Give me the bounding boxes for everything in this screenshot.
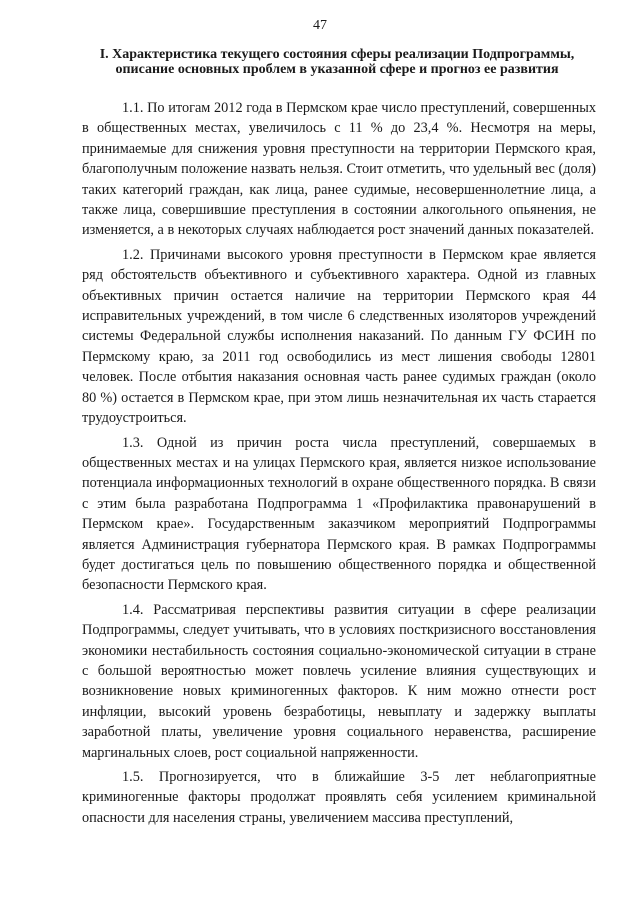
paragraph-1-2: 1.2. Причинами высокого уровня преступности в Пермском крае является ряд обстоятельств объективного и субъективного характера. Одной из главных объективных причин остается наличие на территории Пермского края 44 исправительных учреждений, в том числе 6 следственных изоляторов учреждений системы Федеральной службы исполнения наказаний. По данным ГУ ФСИН по Пермскому краю, за 2011 год освободились из мест лишения свободы 12801 человек. После отбытия наказания основная часть ранее судимых граждан (около 80 %) остается в Пермском крае, при этом лишь незначительная их часть старается трудоустроиться. <box>82 246 596 427</box>
section-heading-line-2: описание основных проблем в указанной сфере и прогноз ее развития <box>115 62 559 77</box>
section-heading <box>82 47 592 77</box>
paragraph-1-4: 1.4. Рассматривая перспективы развития ситуации в сфере реализации Подпрограммы, следует учитывать, что в условиях посткризисного восстановления экономики нестабильность состояния социально-экономической ситуации в стране с большой вероятностью может повлечь усиление влияния существующих и возникновение новых криминогенных факторов. К ним можно отнести рост инфляции, высокий уровень безработицы, невыплату и задержку выплаты заработной платы, увеличение уровня социального неравенства, расширение маргинальных слоев, рост социальной напряженности. <box>82 601 596 761</box>
paragraph-1-1: 1.1. По итогам 2012 года в Пермском крае число преступлений, совершенных в общественных местах, увеличилось с 11 % до 23,4 %. Несмотря на меры, принимаемые для снижения уровня преступности на территории Пермского края, благополучным положение назвать нельзя. Стоит отметить, что удельный вес (доля) таких категорий граждан, как лица, ранее судимые, несовершеннолетние лица, а также лица, совершившие преступления в состоянии алкогольного опьянения, не изменяется, а в некоторых случаях наблюдается рост значений данных показателей. <box>82 100 596 239</box>
paragraph-1-5: 1.5. Прогнозируется, что в ближайшие 3-5 лет неблагоприятные криминогенные факторы продолжат проявлять себя усилением криминальной опасности для населения страны, увеличением массива преступлений, <box>82 769 596 826</box>
paragraph-1-3: 1.3. Одной из причин роста числа преступлений, совершаемых в общественных местах и на улицах Пермского края, является низкое использование потенциала информационных технологий в охране общественного порядка. В связи с этим была разработана Подпрограмма 1 «Профилактика правонарушений в Пермском крае». Государственным заказчиком мероприятий Подпрограммы является Администрация губернатора Пермского края. В рамках Подпрограммы будет достигаться цель по повышению общественного порядка и общественной безопасности Пермского края. <box>82 434 596 594</box>
page-number: 47 <box>313 18 327 33</box>
body-text <box>82 98 596 832</box>
section-heading-line-1: I. Характеристика текущего состояния сферы реализации Подпрограммы, <box>99 47 575 62</box>
